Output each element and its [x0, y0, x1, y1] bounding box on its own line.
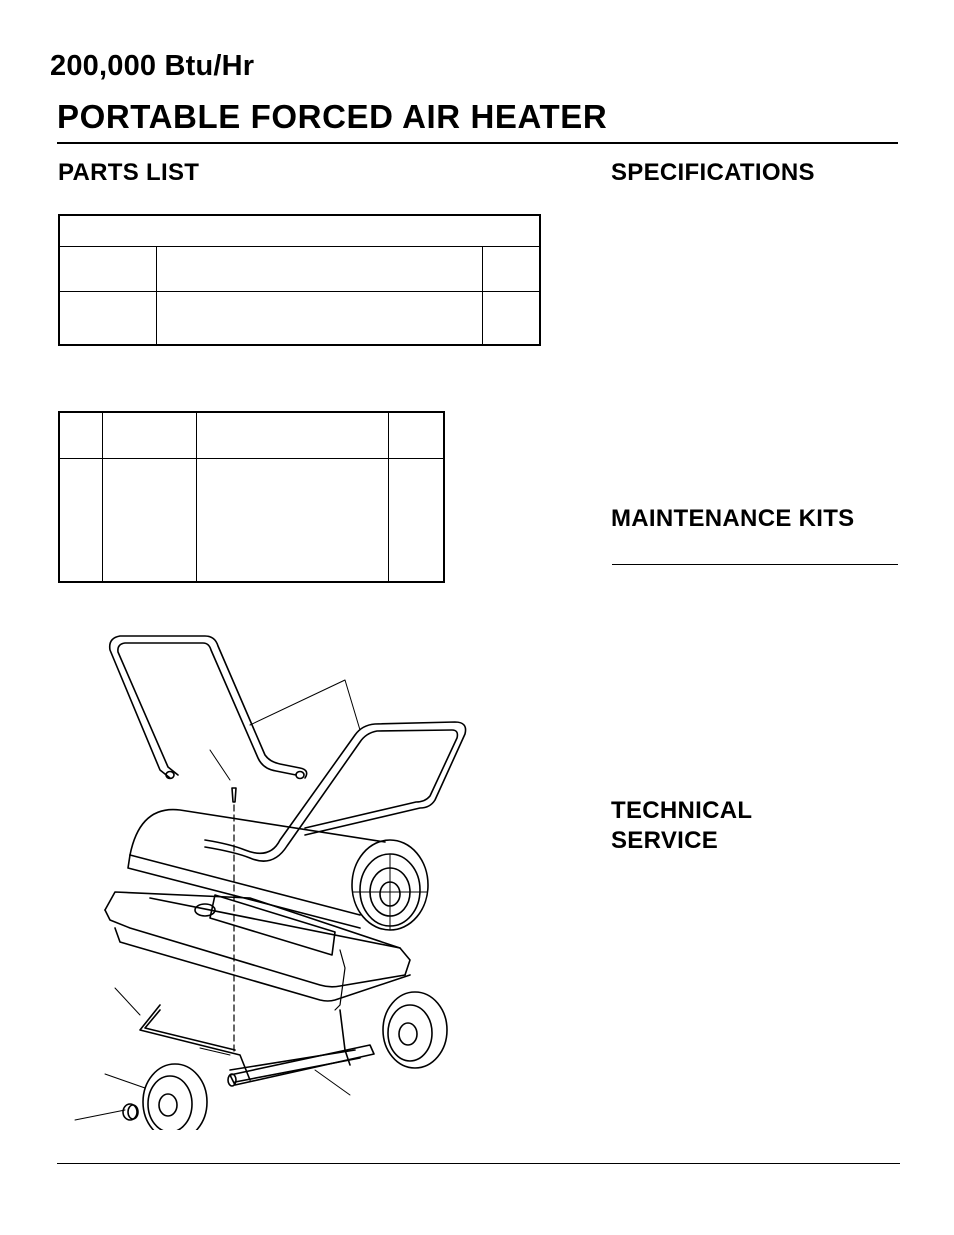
- technical-service-line2: SERVICE: [611, 827, 719, 854]
- wheel-kit-parts-table: [58, 411, 445, 583]
- table-header-row: [59, 412, 444, 458]
- title-divider: [57, 142, 898, 144]
- page-title: PORTABLE FORCED AIR HEATER: [57, 98, 608, 135]
- screw-icon: [232, 788, 236, 802]
- parts-summary-table: [58, 214, 541, 346]
- table-row: [59, 291, 540, 345]
- hub-cap-icon: [123, 1104, 138, 1120]
- model-rating: 200,000 Btu/Hr: [50, 50, 255, 82]
- heater-body-icon: [105, 810, 428, 1010]
- parts-list-heading: PARTS LIST: [58, 159, 200, 186]
- specifications-heading: SPECIFICATIONS: [611, 159, 815, 186]
- technical-service-line1: TECHNICAL: [611, 797, 753, 824]
- heater-wheel-kit-diagram-icon: [70, 630, 490, 1130]
- table-row: [59, 246, 540, 291]
- maintenance-divider: [612, 564, 898, 565]
- maintenance-kits-heading: MAINTENANCE KITS: [611, 505, 855, 532]
- wheel-icon: [383, 992, 447, 1068]
- technical-service-heading: [611, 796, 752, 856]
- table-header-row: [59, 215, 540, 246]
- footer-divider: [57, 1163, 900, 1164]
- wheel-icon: [143, 1064, 207, 1130]
- table-row: [59, 458, 444, 582]
